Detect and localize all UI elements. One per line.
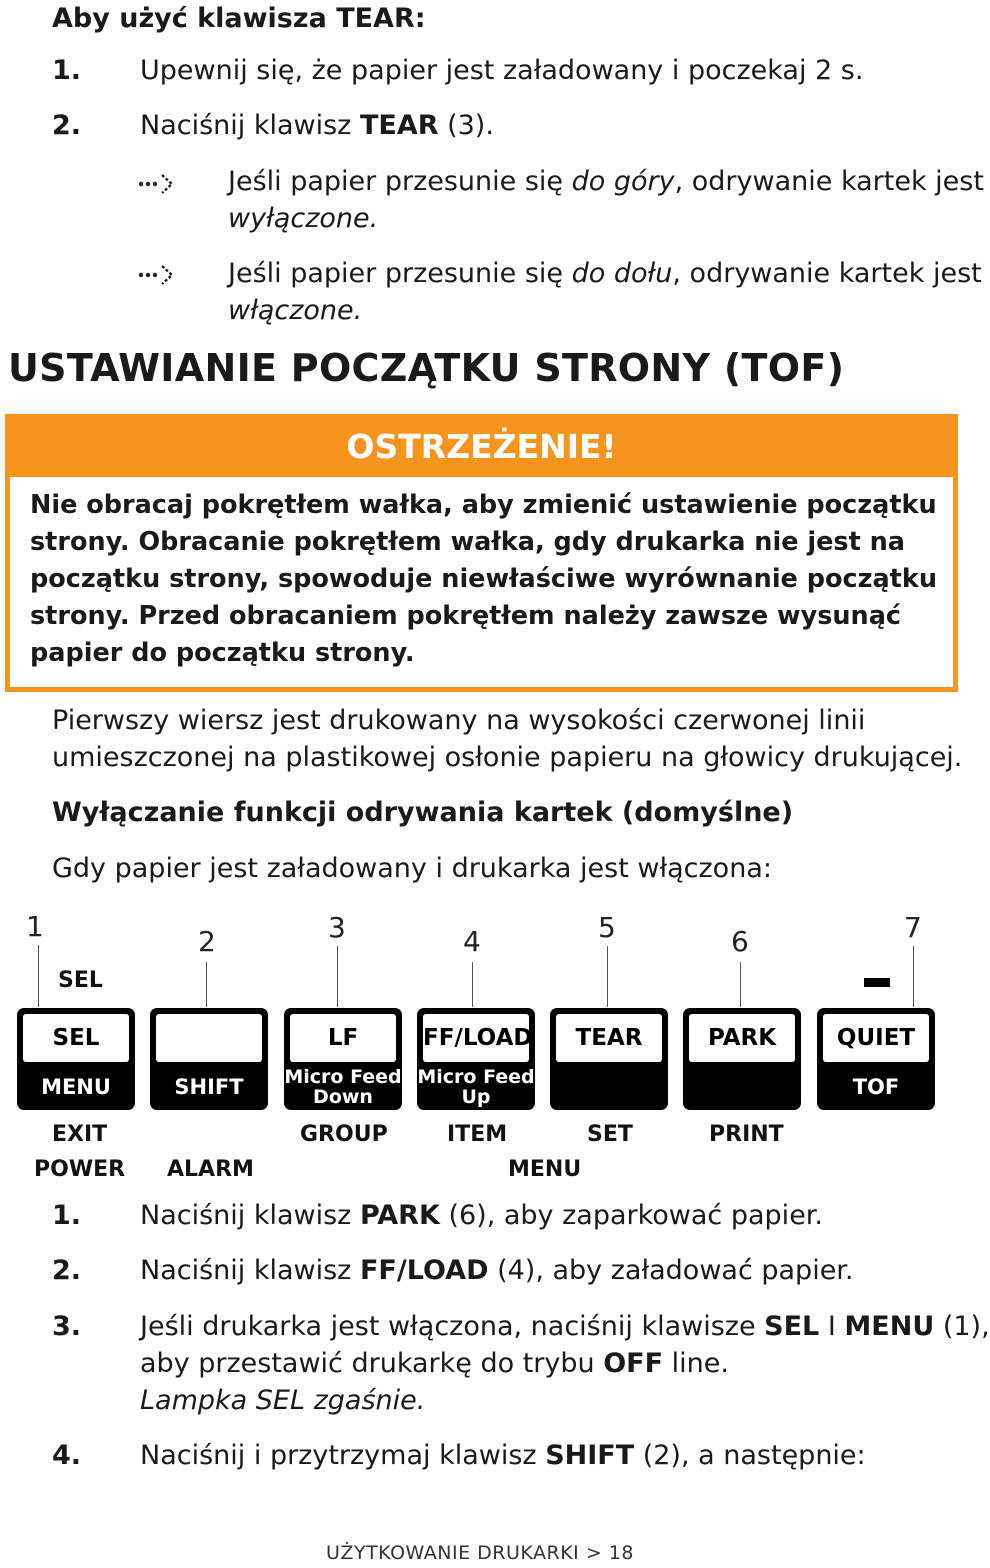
key-top-label: PARK [689,1014,795,1062]
key-bottom-label: TOF [852,1075,900,1099]
callout-line [206,962,207,1007]
callout-number: 6 [731,925,749,958]
step-result-note: Lampka SEL zgaśnie. [140,1385,426,1416]
note-text-continued: włączone. [228,295,363,326]
callout-line [38,945,39,1007]
tear-key[interactable] [550,1008,668,1110]
key-top-label: SEL [23,1014,129,1062]
key-bottom-label [683,1064,801,1110]
callout-line [472,962,473,1007]
key-top-label: FF/LOAD [423,1014,529,1062]
sel-indicator-label: SEL [58,968,103,993]
alarm-label: ALARM [167,1157,254,1182]
condition-text: Gdy papier jest załadowany i drukarka jest włączona: [52,853,772,884]
warning-header [10,419,953,477]
callout-number: 2 [198,925,216,958]
step-text: Naciśnij klawisz PARK (6), aby zaparkować papier. [140,1200,824,1231]
step-text-continued: aby przestawić drukarkę do trybu OFF line. [140,1348,729,1379]
exit-label: EXIT [52,1122,108,1147]
body-paragraph-continued: umieszczonej na plastikowej osłonie papieru na głowicy drukującej. [52,742,963,773]
sel-menu-key[interactable] [17,1008,135,1110]
set-label: SET [587,1122,633,1147]
warning-text: Nie obracaj pokrętłem wałka, aby zmienić ustawienie początku strony. Obracanie pokrętłem wałka, gdy drukarka nie jest na początku strony, spowoduje niewłaściwe wyrównanie początku strony. Przed obracaniem pokrętłem należy zawsze wysunąć papier do początku strony. [30,490,937,668]
shift-key[interactable] [150,1008,268,1110]
item-label: ITEM [447,1122,508,1147]
step-text: Naciśnij klawisz FF/LOAD (4), aby załadować papier. [140,1255,854,1286]
step-number: 3. [52,1311,82,1342]
note-text: Jeśli papier przesunie się do góry, odrywanie kartek jest [228,166,984,197]
section-title: USTAWIANIE POCZĄTKU STRONY (TOF) [8,346,845,390]
step-number: 4. [52,1440,82,1471]
intro-step-number: 1. [52,55,82,86]
subheading: Wyłączanie funkcji odrywania kartek (domyślne) [52,797,794,828]
warning-box [5,414,958,692]
print-label: PRINT [709,1122,784,1147]
key-bottom-label [550,1064,668,1110]
group-label: GROUP [300,1122,388,1147]
intro-step-number: 2. [52,110,82,141]
page-footer: UŻYTKOWANIE DRUKARKI > 18 [326,1542,634,1564]
step-number: 1. [52,1200,82,1231]
intro-step-text: Naciśnij klawisz TEAR (3). [140,110,494,141]
warning-title: OSTRZEŻENIE! [346,427,617,466]
menu-label: MENU [508,1157,582,1182]
key-top-label: TEAR [556,1014,662,1062]
callout-number: 1 [26,910,44,943]
callout-line [337,946,338,1007]
quiet-indicator-icon [864,978,890,987]
step-text: Naciśnij i przytrzymaj klawisz SHIFT (2), a następnie: [140,1440,866,1471]
callout-number: 5 [598,911,616,944]
intro-step-text: Upewnij się, że papier jest załadowany i poczekaj 2 s. [140,55,864,86]
callout-number: 4 [463,925,481,958]
lf-key[interactable] [284,1008,402,1110]
key-top-label [156,1014,262,1062]
key-bottom-label: SHIFT [174,1075,244,1099]
key-bottom-label: MENU [41,1075,111,1099]
power-label: POWER [34,1157,126,1182]
ff-load-key[interactable] [417,1008,535,1110]
callout-line [740,962,741,1007]
step-text: Jeśli drukarka jest włączona, naciśnij klawisze SEL I MENU (1), [140,1311,990,1342]
key-top-label: LF [290,1014,396,1062]
callout-number: 3 [328,911,346,944]
note-text-continued: wyłączone. [228,203,379,234]
callout-line [607,946,608,1007]
callout-line [913,946,914,1007]
arrow-bullet-icon [138,172,178,196]
park-key[interactable] [683,1008,801,1110]
body-paragraph: Pierwszy wiersz jest drukowany na wysokości czerwonej linii [52,705,866,736]
step-number: 2. [52,1255,82,1286]
arrow-bullet-icon [138,263,178,287]
quiet-tof-key[interactable] [817,1008,935,1110]
key-bottom-label: Micro Feed Up [417,1066,535,1108]
intro-heading: Aby użyć klawisza TEAR: [52,3,426,34]
key-bottom-label: Micro Feed Down [284,1066,402,1108]
note-text: Jeśli papier przesunie się do dołu, odrywanie kartek jest [228,258,982,289]
callout-number: 7 [904,911,922,944]
key-top-label: QUIET [823,1014,929,1062]
